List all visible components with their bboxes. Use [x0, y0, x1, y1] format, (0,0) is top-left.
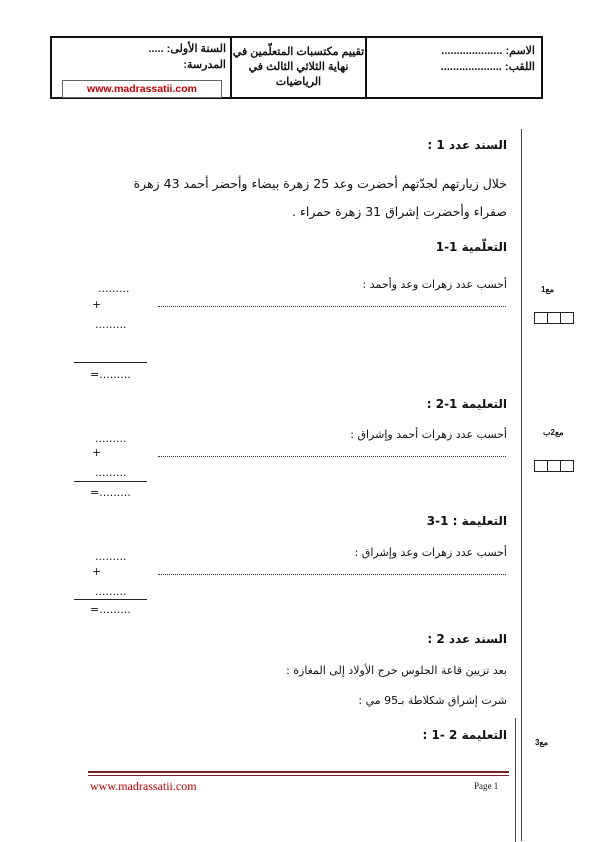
margin-divider [521, 129, 522, 841]
header-table [50, 36, 543, 99]
task-1-3-heading: التعليمة : 1-3 [426, 514, 507, 528]
surname-field: اللقب: .................... [440, 61, 535, 73]
name-field: الاسم: .................... [441, 45, 535, 57]
task-1-2-result[interactable]: =......... [90, 486, 131, 499]
task-1-3-operand-2[interactable]: ......... [95, 585, 127, 598]
support-2-line-1: بعد تزيين قاعة الجلوس خرج الأولاد إلى المغازة : [286, 664, 507, 677]
footer-rule-thin [88, 775, 509, 776]
task-1-1-answer-line[interactable] [158, 306, 506, 307]
criterion-1-boxes [535, 312, 574, 324]
footer-rule [88, 771, 509, 773]
criterion-2-label: مع2ب [543, 428, 564, 437]
task-1-3-instruction: أحسب عدد زهرات وعد وإشراق : [354, 546, 507, 559]
year-field: السنة الأولى: ..... [148, 43, 226, 55]
task-1-1-plus: + [92, 298, 102, 311]
title-line-1: تقييم مكتسبات المتعلّمين في [232, 46, 365, 58]
task-1-2-plus: + [92, 446, 102, 459]
title-line-3: الرياضيات [275, 76, 322, 88]
support-1-heading: السند عدد 1 : [427, 138, 507, 152]
support-1-line-1: خلال زيارتهم لجدّتهم أحضرت وعد 25 زهرة بيضاء وأحضر أحمد 43 زهرة [133, 176, 507, 191]
support-1-line-2: صفراء وأحضرت إشراق 31 زهرة حمراء . [292, 204, 507, 219]
title-line-2: نهاية الثلاثي الثالث في [248, 61, 349, 73]
criterion-1-label: مع1 [541, 285, 554, 294]
task-1-1-instruction: أحسب عدد زهرات وعد وأحمد : [362, 278, 507, 291]
header-title-cell [232, 38, 367, 97]
task-1-1-sum-rule [74, 362, 147, 363]
support-2-line-2: شرت إشراق شكلاطة بـ95 مي : [358, 694, 507, 707]
margin-divider-lower [515, 718, 516, 842]
site-box [62, 80, 222, 98]
task-2-1-heading: التعليمة 2 -1 : [422, 728, 507, 742]
page-number: Page 1 [474, 781, 499, 791]
footer-site-link[interactable]: www.madrassatii.com [90, 779, 197, 793]
support-2-heading: السند عدد 2 : [427, 632, 507, 646]
task-1-3-result[interactable]: =......... [90, 603, 131, 616]
task-1-1-result[interactable]: =......... [90, 368, 131, 381]
task-1-3-sum-rule [74, 599, 147, 600]
task-1-2-answer-line[interactable] [158, 456, 506, 457]
task-1-2-operand-2[interactable]: ......... [95, 466, 127, 479]
site-link[interactable]: www.madrassatii.com [87, 83, 197, 95]
task-1-1-operand-2[interactable]: ......... [95, 318, 127, 331]
header-student-cell [367, 38, 541, 97]
task-1-1-operand-1[interactable]: ......... [98, 282, 130, 295]
task-1-3-operand-1[interactable]: ......... [95, 550, 127, 563]
school-field: المدرسة: [183, 59, 226, 71]
task-1-2-heading: التعليمة 1-2 : [426, 397, 507, 411]
task-1-2-sum-rule [74, 481, 147, 482]
criterion-2-boxes [535, 460, 574, 472]
task-1-2-operand-1[interactable]: ......... [95, 432, 127, 445]
task-1-3-answer-line[interactable] [158, 574, 506, 575]
task-1-2-instruction: أحسب عدد زهرات أحمد وإشراق : [350, 428, 507, 441]
task-1-3-plus: + [92, 565, 102, 578]
task-1-1-heading: التعلّمية 1-1 [435, 240, 507, 254]
criterion-3-label: مع3 [535, 738, 548, 747]
header-school-cell [52, 38, 232, 97]
